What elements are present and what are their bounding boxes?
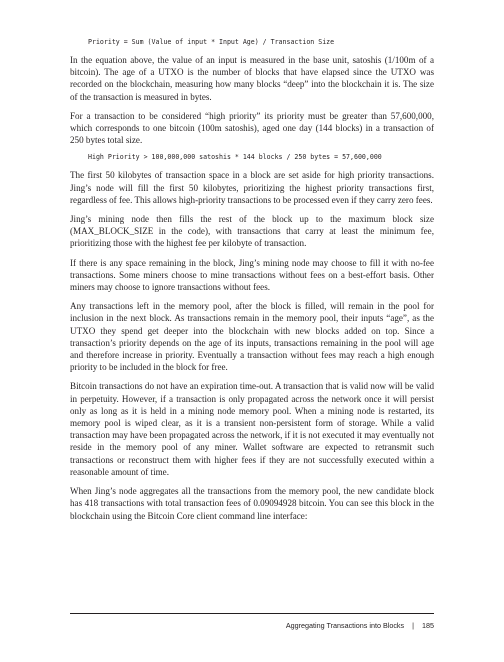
footer-separator: | [412, 621, 414, 630]
paragraph-first-50kb: The first 50 kilobytes of transaction space in a block are set aside for high priority transactions. Jing’s node will fill the first 50 kilobytes, prioritizing the highest priority transactions first, regardless of fee. This allows high-priority transactions to be processed even if they carry zero fees. [70, 170, 434, 205]
footer-row [286, 621, 434, 630]
paragraph-high-priority: For a transaction to be considered “high priority” its priority must be greater than 57,600,000, which corresponds to one bitcoin (100m satoshis), aged one day (144 blocks) in a transaction of 250 bytes total size. [70, 110, 434, 146]
priority-formula-code: Priority = Sum (Value of input * Input Age) / Transaction Size [88, 38, 335, 46]
paragraph-input-value: In the equation above, the value of an input is measured in the base unit, satoshis (1/100m of a bitcoin). The age of a UTXO is the number of blocks that have elapsed since the UTXO was recorded on the blockchain, measuring how many blocks “deep” into the blockchain it is. The size of the transaction is measured in bytes. [70, 55, 434, 102]
paragraph-fill-block: Jing’s mining node then fills the rest of the block up to the maximum block size (MAX_BLOCK_SIZE in the code), with transactions that carry at least the minimum fee, prioritizing those with the highest fee per kilobyte of transaction. [70, 214, 434, 249]
paragraph-no-fee: If there is any space remaining in the block, Jing’s mining node may choose to fill it with no-fee transactions. Some miners choose to mine transactions without fees on a best-effort basis. Other miners may choose to ignore transactions without fees. [70, 257, 434, 293]
paragraph-memory-pool: Any transactions left in the memory pool, after the block is filled, will remain in the pool for inclusion in the next block. As transactions remain in the memory pool, their inputs “age”, as the UTXO they spend get deeper into the blockchain with new blocks added on top. Since a transaction’s priority depends on the age of its inputs, transactions remaining in the pool will age and therefore increase in priority. Eventually a transaction without fees may reach a high enough priority to be included in the block for free. [70, 301, 434, 373]
paragraph-expiration: Bitcoin transactions do not have an expiration time-out. A transaction that is valid now will be valid in perpetuity. However, if a transaction is only propagated across the network once it will persist only as long as it is held in a mining node memory pool. When a mining node is restarted, its memory pool is wiped clear, as it is a transient non-persistent form of storage. While a valid transaction may have been propagated across the network, if it is not executed it may eventually not reside in the memory pool of any miner. Wallet software are expected to retransmit such transactions or reconstruct them with higher fees if they are not successfully executed within a reasonable amount of time. [70, 381, 434, 477]
high-priority-code: High Priority > 100,000,000 satoshis * 144 blocks / 250 bytes = 57,600,000 [88, 153, 382, 162]
page-number: 185 [422, 621, 434, 630]
page-body [70, 38, 434, 522]
paragraph-candidate-block: When Jing’s node aggregates all the transactions from the memory pool, the new candidate block has 418 transactions with total transaction fees of 0.09094928 bitcoin. You can see this block in the blockchain using the Bitcoin Core client command line interface: [70, 486, 434, 521]
page-footer [70, 613, 434, 630]
footer-rule [70, 613, 434, 614]
footer-section-title: Aggregating Transactions into Blocks [285, 621, 405, 630]
